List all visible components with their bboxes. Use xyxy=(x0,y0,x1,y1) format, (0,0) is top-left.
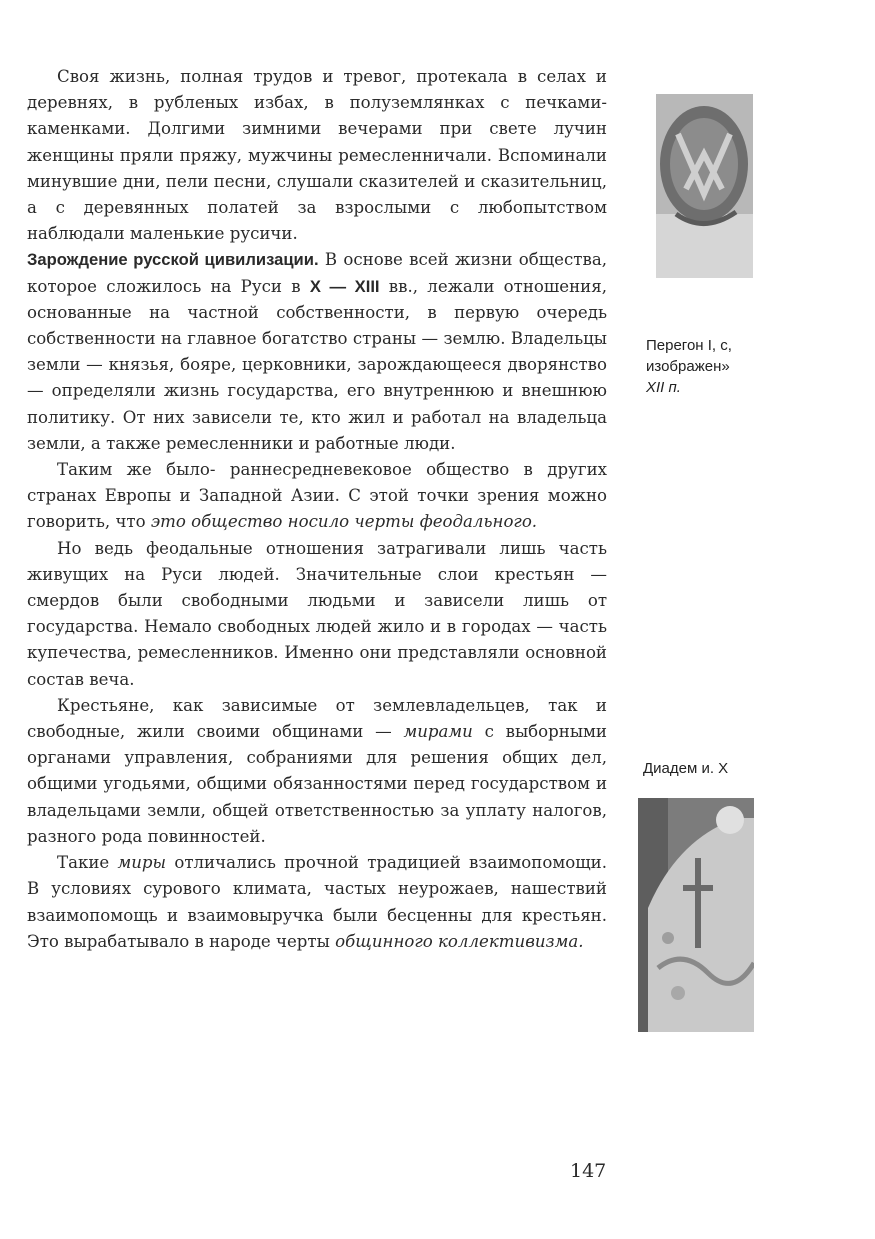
seal-photo xyxy=(656,94,753,278)
seal-caption: Перегон I, с, изображен» XII п. xyxy=(646,337,732,396)
diadem-caption: Диадем и. X xyxy=(643,760,729,777)
page-number: 147 xyxy=(570,1160,607,1182)
paragraph-6: Такие миры отличались прочной традицией взаимопомощи. В условиях сурового климата, частых неурожаев, нашествий взаимопомощь и взаимовыручка были бесценны для крестьян. Это вырабатывало в народе черты общинного коллективизма. xyxy=(27,853,607,951)
paragraph-4: Но ведь феодальные отношения затрагивали лишь часть живущих на Руси людей. Значительные слои крестьян — смердов были свободными людьми и зависели лишь от государства. Немало свободных людей жило и в городах — часть купечества, ремесленников. Именно они представляли основной состав веча. xyxy=(27,538,607,689)
section-heading: Зарождение русской цивилизации. xyxy=(27,250,319,270)
diadem-image xyxy=(638,798,754,1032)
paragraph-5: Крестьяне, как зависимые от землевладельцев, так и свободные, жили своими общинами — мирами с выборными органами управления, собраниями для решения общих дел, общими угодьями, общими обязанностями перед государством и владельцами земли, общей ответственностью за уплату налогов, разного рода повинностей. xyxy=(27,695,607,846)
centuries-range: X — XIII xyxy=(309,276,380,296)
main-text xyxy=(27,64,607,955)
paragraph-1: Своя жизнь, полная трудов и тревог, протекала в селах и деревнях, в рубленых избах, в полуземлянках с печками-каменками. Долгими зимними вечерами при свете лучин женщины пряли пряжу, мужчины ремесленничали. Вспоминали минувшие дни, пели песни, слушали сказителей и сказительниц, а с деревянных полатей за взрослыми с любопытством наблюдали маленькие русичи. xyxy=(27,67,607,244)
paragraph-2: Зарождение русской цивилизации. В основе всей жизни общества, которое сложилось на Руси в X — XIII вв., лежали отношения, основанные на частной собственности, в первую очередь собственности на главное богатство страны — землю. Владельцы земли — князья, бояре, церковники, зарождающееся дворянство — определяли жизнь государства, его внутреннюю и внешнюю политику. От них зависели те, кто жил и работал на владельца земли, а также ремесленники и работные люди. xyxy=(27,250,607,453)
diadem-photo xyxy=(638,798,754,1032)
paragraph-3: Таким же было- раннесредневековое общество в других странах Европы и Западной Азии. С этой точки зрения можно говорить, что это общество носило черты феодального. xyxy=(27,460,607,532)
seal-image xyxy=(656,94,753,278)
